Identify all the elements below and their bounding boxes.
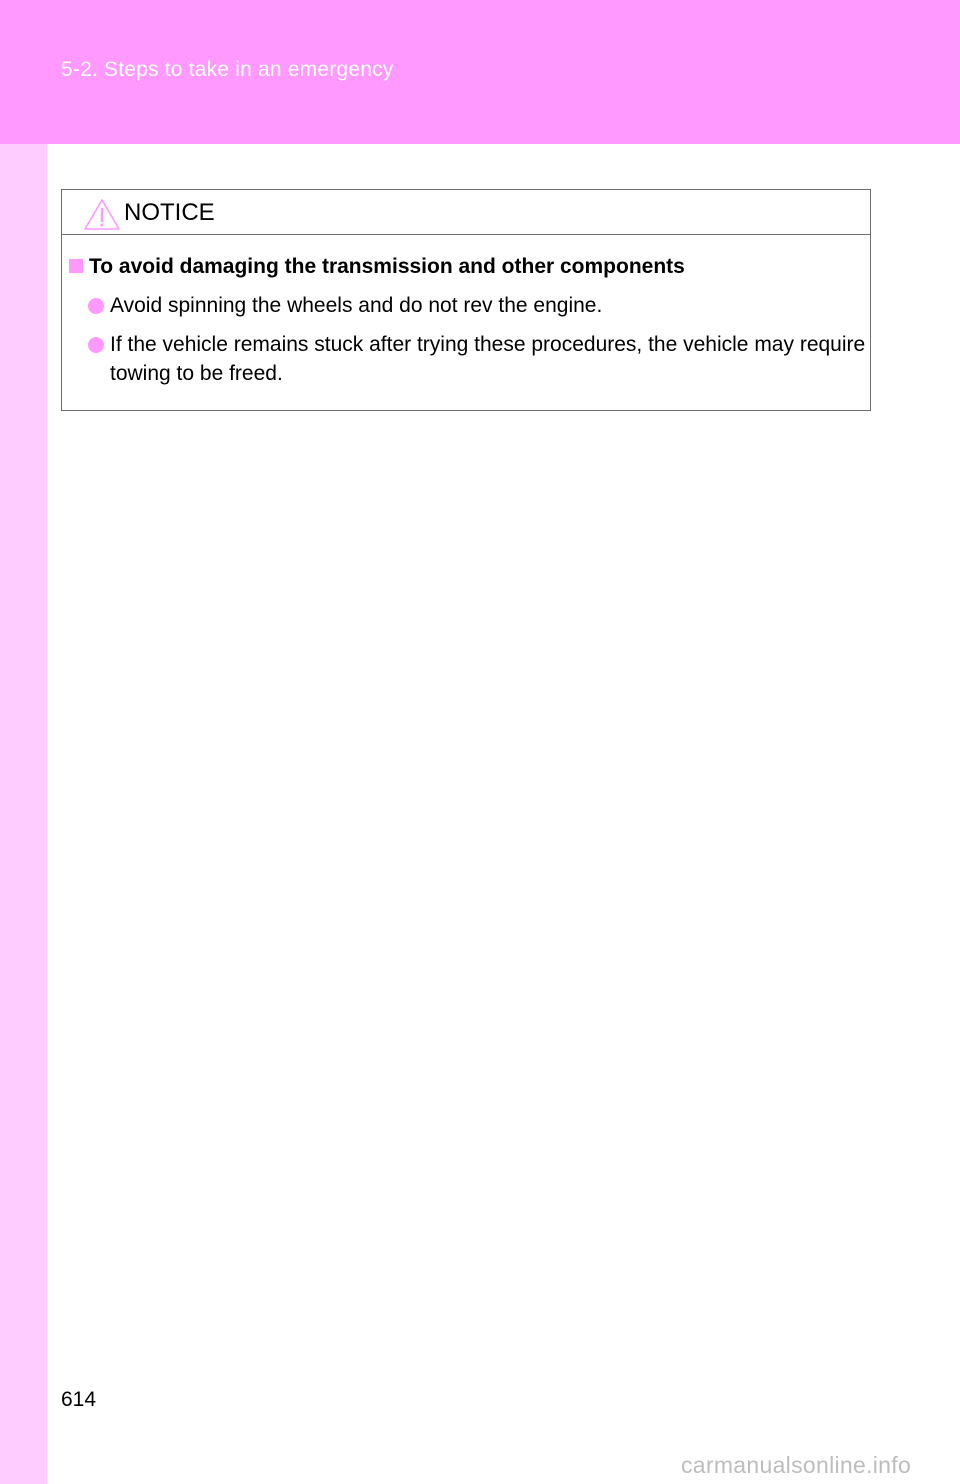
- section-header: 5-2. Steps to take in an emergency: [61, 58, 394, 81]
- list-item-text: If the vehicle remains stuck after trying these procedures, the vehicle may require towing to be freed.: [110, 333, 866, 385]
- notice-title: NOTICE: [124, 199, 215, 226]
- notice-section-title: [69, 254, 685, 280]
- watermark: carmanualsonline.info: [681, 1452, 912, 1478]
- square-bullet-icon: [69, 259, 83, 273]
- list-item-text: Avoid spinning the wheels and do not rev the engine.: [110, 294, 603, 317]
- circle-bullet-icon: [88, 337, 104, 353]
- list-item: [88, 291, 868, 320]
- list-item: [88, 330, 868, 388]
- page-number: 614: [61, 1388, 97, 1411]
- warning-triangle-icon: [83, 198, 121, 231]
- notice-box: [61, 189, 871, 411]
- header-band: [0, 0, 960, 144]
- side-band: [0, 144, 47, 1484]
- notice-header: [62, 190, 870, 235]
- notice-section-title-text: To avoid damaging the transmission and other components: [89, 255, 685, 278]
- circle-bullet-icon: [88, 298, 104, 314]
